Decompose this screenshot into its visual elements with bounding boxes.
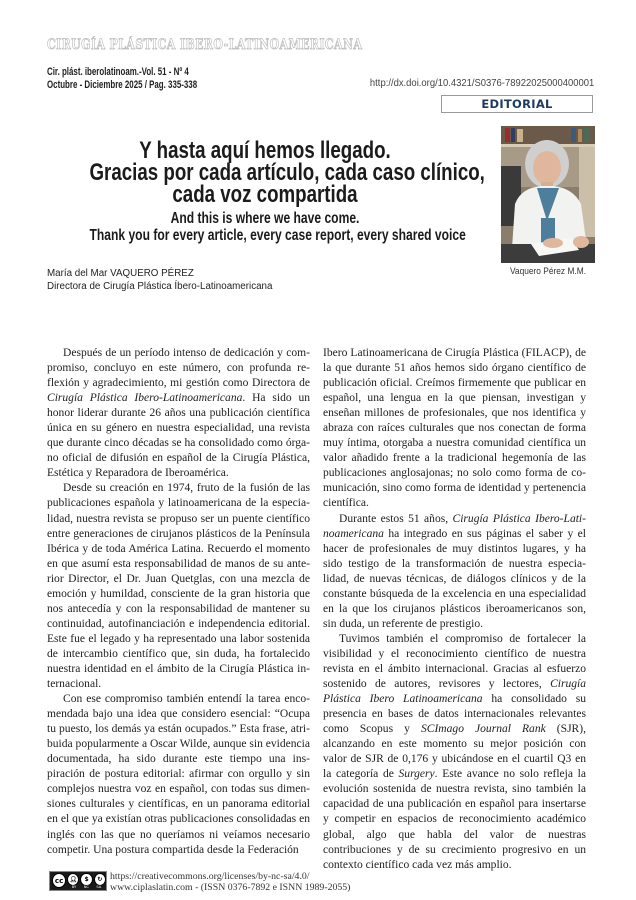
title-spanish-line: Gracias por cada artículo, cada caso clínico, [89,159,485,186]
title-spanish-line: Y hasta aquí hemos llegado. [139,137,391,164]
title-english-line: And this is where we have come. [170,210,360,227]
body-column-left [47,346,310,858]
paragraph-text: . Este avance no solo refleja la evolución sostenida de nuestra revista, sino también la capacidad de una publicación en español para insertarse y competir en espacios de reconocimiento académico global, algo que habla del valor de nuestras contribuciones y de su crecimiento progresivo en un contexto científico cada vez más amplio. [323,768,587,871]
journal-title-italic: Surgery [398,768,435,781]
journal-title-italic: SCImago Journal Rank [420,723,546,736]
journal-title-italic: Cirugía Plástica Ibero-Latinoamericana [323,512,586,540]
journal-title-italic: Cirugía Plástica Ibero-Latinoamericana [47,392,243,405]
footer-text [110,871,350,893]
paragraph-text: . Ha sido un honor liderar durante 26 años una publicación científica única en su género en nuestra especialidad, una revista que durante cinco décadas se ha consolidado como órgano oficial de difusión en español de la Cirugía Plástica, Estética y Reparadora de Iberoamérica. [47,392,310,480]
paragraph-text: Desde su creación en 1974, fruto de la fusión de las publicaciones española y latinoamericana de la especialidad, nuestra revista se propuso ser un puente científico entre generaciones de cirujanos plásticos de la Península Ibérica y de toda América Latina. Recuerdo el momento en que asumí esta responsabilidad de manos de su anterior Director, el Dr. Juan Quetglas, con una mezcla de emoción y humildad, consciente de la gran historia que nos antecedía y con la responsabilidad de mantener su continuidad, autofinanciación e independencia editorial. Este fue el legado y ha representado una labor sostenida de intercambio científico que, sin duda, ha fortalecido nuestra identidad en el ámbito de la Cirugía Plástica internacional. [47,482,310,691]
paragraph-text: Durante estos 51 años, [339,512,453,525]
paragraph-text: Después de un período intenso de dedicación y compromiso, concluyo en este número, con profunda reflexión y agradecimiento, mi gestión como Directora de [47,347,310,390]
photo-caption: Vaquero Pérez M.M. [509,266,587,277]
footer [49,871,350,893]
body-column-right [323,346,586,873]
title-spanish-line: cada voz compartida [172,181,358,208]
license-url-link[interactable]: https://creativecommons.org/licenses/by-nc-sa/4.0/ [110,871,310,882]
paragraph-text: Ibero Latinoamericana de Cirugía Plástica (FILACP), de la que durante 51 años hemos sido órgano científico de publicación oficial. Creímos firmemente que publicar en español, una lengua en la que piensan, investigan y enseñan millones de profesionales, que nos identifica y abraza con raíces culturales que nos conectan de forma muy íntima, otorgaba a nuestra comunidad científica un valor añadido frente a la tradicional hegemonía de las publicaciones anglosajonas; no solo como forma de comunicación, sino como forma de identidad y pertenencia científica. [323,347,586,510]
journal-title-italic: Cirugía Plástica Ibero Latinoamericana [323,678,586,706]
noncommercial-icon: $ [80,873,92,886]
doi-link[interactable]: http://dx.doi.org/10.4321/S0376-78922025000400001 [369,77,594,89]
author-portrait-illustration [501,126,595,263]
paragraph-text: Con ese compromiso también entendí la tarea encomendada bajo una idea que considero esencial: “Ocupa tu puesto, los demás ya están ocupados.” Esta frase, atribuida popularmente a Oscar Wilde, aunque sin evidencia documentada, ha sido durante este tiempo una inspiración de postura editorial: afirmar con orgullo y sin complejos nuestra voz en español, con todas sus dimensiones culturales y científicas, en un panorama editorial en el que ya existían otras publicaciones consolidadas en inglés con las que no queríamos ni veíamos necesario competir. Una postura compartida desde la Federación [47,693,310,856]
body-paragraph [323,512,586,632]
paragraph-text: Tuvimos también el compromiso de fortalecer la visibilidad y el reconocimiento científico de nuestra revista en el ámbito internacional. Gracias al esfuerzo sostenido de autores, revisores y lectores, [323,632,586,691]
section-badge: EDITORIAL [441,95,593,113]
site-issn: www.ciplaslatin.com - (ISSN 0376-7892 e ISNN 1989-2055) [110,882,351,893]
title-spanish [89,137,485,208]
license-terms-strip [68,885,105,889]
title-english-line: Thank you for every article, every case report, every shared voice [89,227,466,244]
paragraph-text: ha consolidado su presencia en bases de datos internacionales relevantes como Scopus y [323,693,586,736]
citation-info [47,66,197,92]
author-photo [501,126,595,263]
body-paragraph [323,346,586,512]
body-paragraph [47,346,310,481]
body-paragraph [47,481,310,692]
license-term-nc: NC [83,885,89,889]
body-paragraph [47,692,310,858]
author-name: María del Mar VAQUERO PÉREZ [47,268,194,279]
citation-volume: Cir. plást. iberolatinoam.-Vol. 51 - Nº 4 [47,66,189,78]
license-term-sa: SA [96,885,102,889]
cc-icon: cc [52,873,66,888]
license-term-by: BY [71,885,77,889]
paragraph-text: ha integrado en sus páginas el saber y el hacer de profesionales de muy distintos lugares, y ha sido testigo de la transformación de nuestra especialidad, de nuevas técnicas, de diálogos clínicos y de la constante búsqueda de la excelencia en una especialidad en la que los cirujanos plásticos iberoamericanos son, sin duda, un referente de prestigio. [323,527,586,630]
author-role: Directora de Cirugía Plástica Íbero-Latinoamericana [47,280,273,292]
sharealike-icon: ↻ [94,873,106,886]
journal-name-banner: CIRUGÍA PLÁSTICA IBERO-LATINOAMERICANA [47,37,363,53]
cc-license-badge[interactable] [49,871,107,891]
body-paragraph [323,632,586,873]
title-english [89,210,466,244]
title-block [40,137,490,244]
paragraph-text: (SJR), alcanzando en este momento su mejor posición con valor de SJR de 0,176 y ubicándose en el cuartil Q3 en la categoría de [323,723,586,781]
citation-pages: Octubre - Diciembre 2025 / Pag. 335-338 [47,79,198,91]
attribution-icon: 👤︎ [67,873,79,886]
author-block [47,268,272,293]
